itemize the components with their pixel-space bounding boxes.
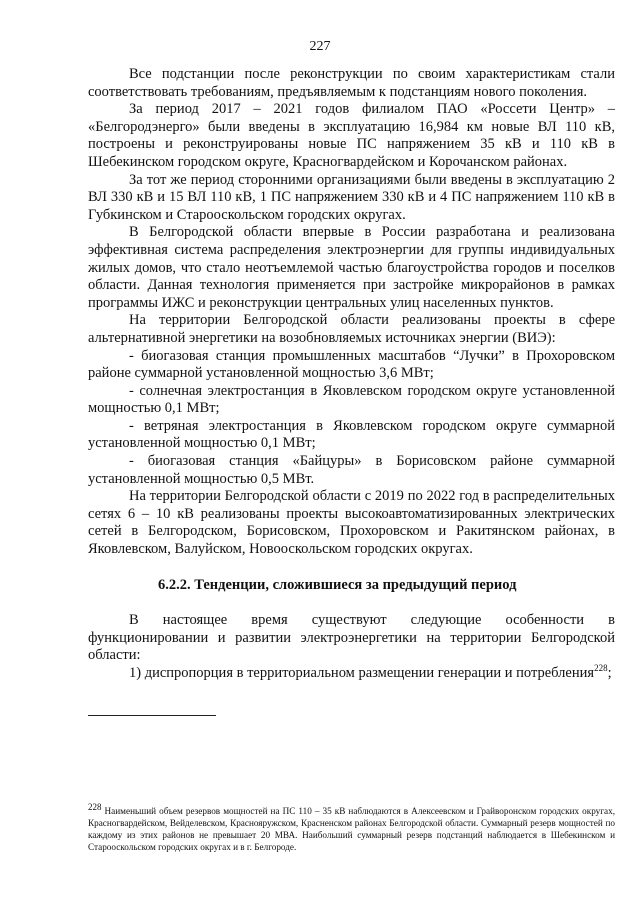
paragraph: Все подстанции после реконструкции по своим характеристикам стали соответствовать требованиям, предъявляемым к подстанциям нового поколения. (88, 66, 615, 100)
paragraph: За тот же период сторонними организациями были введены в эксплуатацию 2 ВЛ 330 кВ и 15 ВЛ 110 кВ, 1 ПС напряжением 330 кВ и 4 ПС напряжением 110 кВ в Губкинском и Старооскольском городских округах. (88, 171, 615, 223)
footnote-divider (88, 715, 216, 716)
footnote-ref[interactable]: 228 (594, 663, 608, 674)
list-item: - биогазовая станция промышленных масштабов “Лучки” в Прохоровском районе суммарной установленной мощностью 3,6 МВт; (88, 347, 615, 382)
list-item-text: 1) диспропорция в территориальном размещении генерации и потребления (129, 665, 595, 681)
page-body (88, 66, 615, 716)
footnote (88, 801, 615, 853)
paragraph: В Белгородской области впервые в России разработана и реализована эффективная система распределения электроэнергии для группы индивидуальных жилых домов, что стало неотъемлемой частью благоустройства городов и поселков области. Данная технология применяется при застройке микрорайонов в рамках программы ИЖС и реконструкции центральных улиц населенных пунктов. (88, 224, 615, 311)
section-heading: 6.2.2. Тенденции, сложившиеся за предыдущий период (158, 576, 517, 593)
footnote-body: Наименьший объем резервов мощностей на ПС 110 – 35 кВ наблюдаются в Алексеевском и Грайворонском городских округах, Красногвардейском, Вейделевском, Краснояружском, Красненском районах Белгородской области. Суммарный резерв мощностей по каждому из этих районов не превышает 20 МВА. Наибольший суммарный резерв подстанций наблюдается в Шебекинском и Старооскольском городских округах и в г. Белгороде. (88, 806, 615, 852)
list-item: - ветряная электростанция в Яковлевском городском округе суммарной установленной мощностью 0,1 МВт; (88, 417, 615, 452)
list-item (88, 665, 615, 683)
footnote-number: 228 (88, 801, 102, 812)
footnote-text (88, 801, 615, 853)
list-item: - биогазовая станция «Байцуры» в Борисовском районе суммарной установленной мощностью 0,5 МВт. (88, 453, 615, 487)
paragraph: На территории Белгородской области реализованы проекты в сфере альтернативной энергетики на возобновляемых источниках энергии (ВИЭ): (88, 312, 615, 346)
paragraph: За период 2017 – 2021 годов филиалом ПАО «Россети Центр» – «Белгородэнерго» были введены в эксплуатацию 16,984 км новые ВЛ 110 кВ, построены и реконструированы новые ПС напряжением 35 кВ и 110 кВ в Шебекинском городском округе, Красногвардейском и Корочанском районах. (88, 101, 615, 170)
paragraph: На территории Белгородской области с 2019 по 2022 год в распределительных сетях 6 – 10 кВ реализованы проекты высокоавтоматизированных электрических сетей в Белгородском, Борисовском, Прохоровском и Ракитянском районах, в Яковлевском, Валуйском, Новооскольском городских округах. (88, 488, 615, 558)
paragraph: В настоящее время существуют следующие особенности в функционировании и развитии электроэнергетики на территории Белгородской области: (88, 612, 615, 664)
list-item: - солнечная электростанция в Яковлевском городском округе установленной мощностью 0,1 МВт; (88, 382, 615, 417)
list-item-end: ; (607, 665, 612, 681)
page-number: 227 (309, 39, 331, 54)
